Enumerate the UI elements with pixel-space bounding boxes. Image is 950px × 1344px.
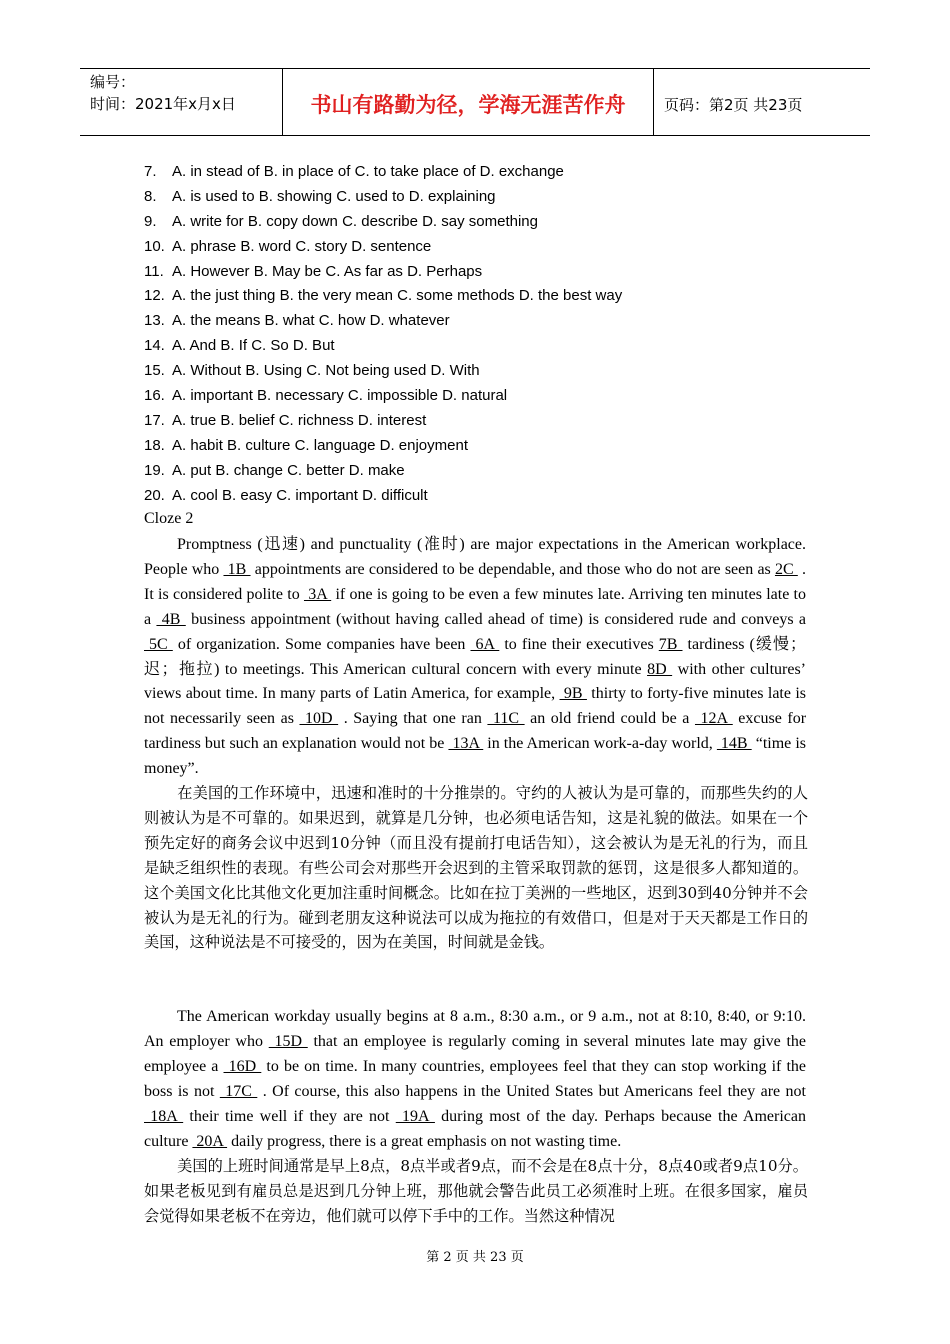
- options-list: [144, 160, 824, 508]
- list-item: 7. A. in stead of B. in place of C. to take place of D. exchange: [144, 163, 564, 180]
- page-footer: 第 2 页 共 23 页: [426, 1250, 524, 1265]
- time-label: 时间：2021年x月x日: [90, 95, 236, 113]
- list-item: 20. A. cool B. easy C. important D. difficult: [144, 486, 428, 504]
- page-header: [80, 68, 870, 136]
- list-item: 14. A. And B. If C. So D. But: [144, 337, 335, 355]
- list-item: 17. A. true B. belief C. richness D. interest: [144, 411, 427, 429]
- section-title: Cloze 2: [144, 510, 194, 527]
- translation-paragraph-2: 美国的上班时间通常是早上8点，8点半或者9点，而不会是在8点十分，8点40或者9点10分。如果老板见到有雇员总是迟到几分钟上班，那他就会警告此员工必须准时上班。在很多国家，雇员会觉得如果老板不在旁边，他们就可以停下手中的工作。当然这种情况: [144, 1157, 808, 1225]
- list-item: 16. A. important B. necessary C. impossible D. natural: [144, 387, 508, 405]
- list-item: 8. A. is used to B. showing C. used to D. explaining: [144, 187, 496, 205]
- list-item: 18. A. habit B. culture C. language D. enjoyment: [144, 436, 469, 454]
- number-label: 编号：: [90, 73, 136, 91]
- list-item: 13. A. the means B. what C. how D. whatever: [144, 312, 450, 330]
- list-item: 12. A. the just thing B. the very mean C. some methods D. the best way: [144, 287, 623, 305]
- header-meta: [80, 69, 282, 135]
- list-item: 15. A. Without B. Using C. Not being used D. With: [144, 362, 480, 380]
- header-motto: 书山有路勤为径，学海无涯苦作舟: [282, 69, 654, 135]
- list-item: 11. A. However B. May be C. As far as D. Perhaps: [144, 262, 483, 280]
- translation-paragraph-1: 在美国的工作环境中，迅速和准时的十分推崇的。守约的人被认为是可靠的，而那些失约的人则被认为是不可靠的。如果迟到，就算是几分钟，也必须电话告知，这是礼貌的做法。如果在一个预先定好的商务会议中迟到10分钟（而且没有提前打电话告知），这会被认为是无礼的行为，而且是缺乏组织性的表现。有些公司会对那些开会迟到的主管采取罚款的惩罚，这是很多人都知道的。这个美国文化比其他文化更加注重时间概念。比如在拉丁美洲的一些地区，迟到30到40分钟并不会被认为是无礼的行为。碰到老朋友这种说法可以成为拖拉的有效借口，但是对于天天都是工作日的美国，这种说法是不可接受的，因为在美国，时间就是金钱。: [144, 784, 808, 952]
- cloze-paragraph-2: The American workday usually begins at 8 a.m., 8:30 a.m., or 9 a.m., not at 8:10, 8:40, or 9:10. An employer who 15D that an employee is regularly coming in several minutes late may give the employee a 16D to be on time. In many countries, employees feel that they can stop working if the boss is not 17C . Of course, this also happens in the United States but Americans feel they are not 18A their time well if they are not 19A during most of the day. Perhaps because the American culture 20A daily progress, there is a great emphasis on not wasting time.: [144, 1008, 807, 1150]
- list-item: 10. A. phrase B. word C. story D. sentence: [144, 237, 432, 255]
- cloze-paragraph-1: Promptness (迅速) and punctuality (准时) are major expectations in the American workplace. People who 1B appointments are considered to be dependable, and those who do not are seen as 2C . It is considered polite to 3A if one is going to be even a few minutes late. Arriving ten minutes late to a 4B business appointment (without having called ahead of time) is considered rude and conveys a 5C of organization. Some companies have been 6A to fine their executives 7B tardiness (缓慢；迟；拖拉) to meetings. This American cultural concern with every minute 8D with other cultures’ views about time. In many parts of Latin America, for example, 9B thirty to forty-five minutes late is not necessarily seen as 10D . Saying that one ran 11C an old friend could be a 12A excuse for tardiness but such an explanation would not be 13A in the American work-a-day world, 14B “time is money”.: [144, 536, 807, 778]
- list-item: 9. A. write for B. copy down C. describe D. say something: [144, 212, 538, 230]
- list-item: 19. A. put B. change C. better D. make: [144, 461, 405, 479]
- header-page-info: 页码：第2页 共23页: [664, 95, 803, 114]
